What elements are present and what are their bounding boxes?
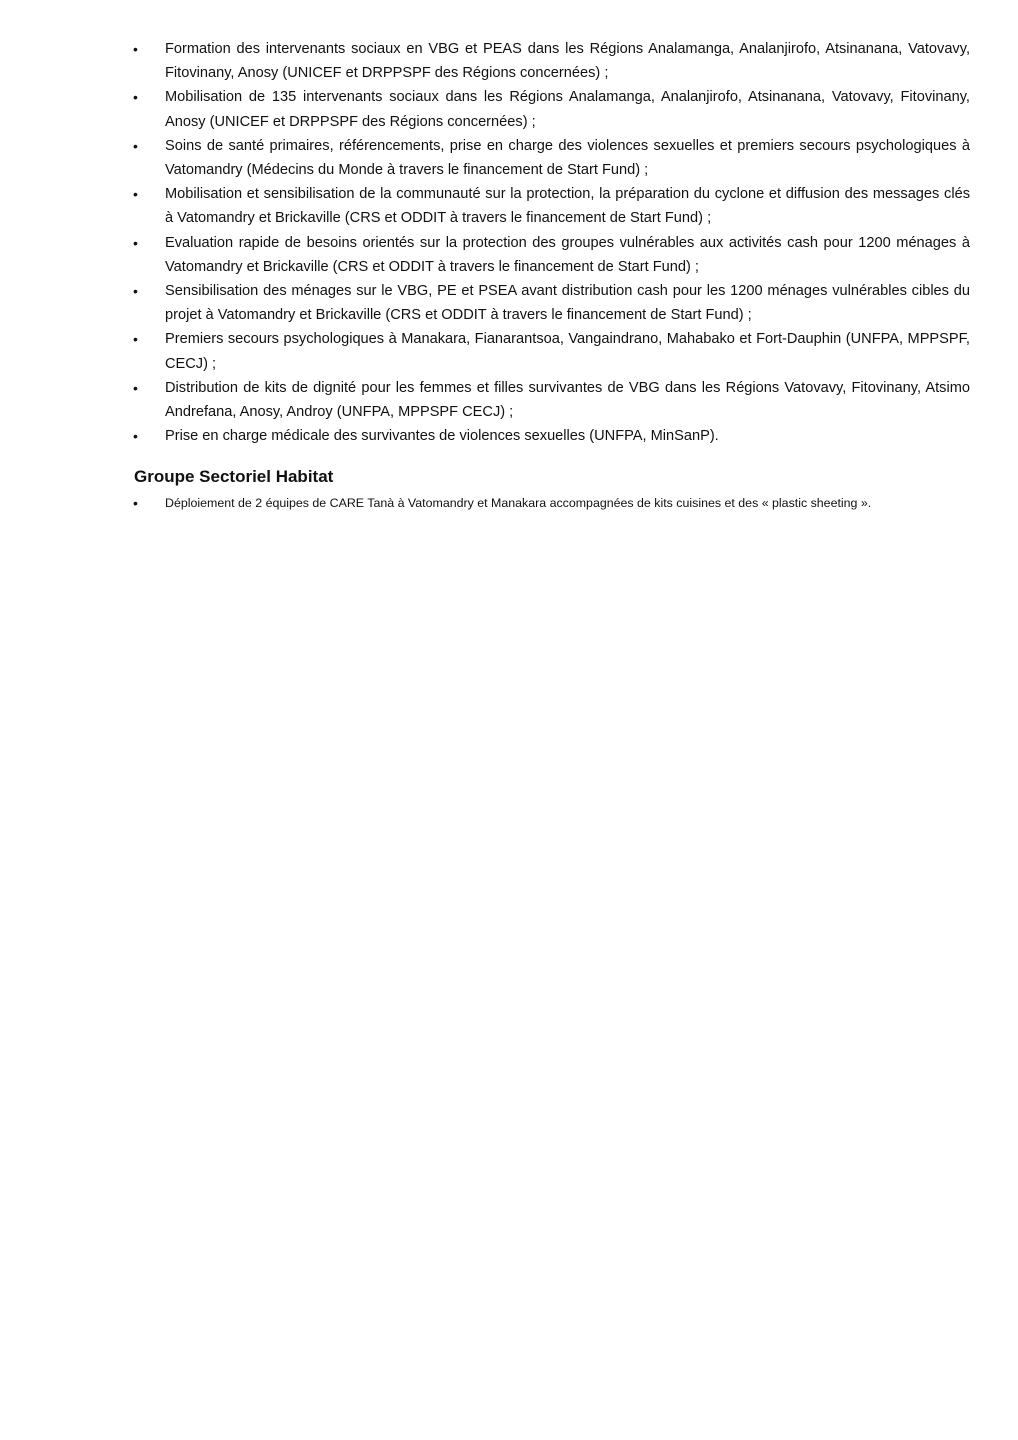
protection-activities-list	[0, 37, 970, 448]
bullet-icon: •	[133, 186, 138, 203]
habitat-activities-list	[0, 492, 970, 514]
list-item-text: Premiers secours psychologiques à Manakara, Fianarantsoa, Vangaindrano, Mahabako et Fort-Dauphin (UNFPA, MPPSPF, CECJ) ;	[165, 331, 970, 372]
list-item-text: Formation des intervenants sociaux en VBG et PEAS dans les Régions Analamanga, Analanjirofo, Atsinanana, Vatovavy, Fitovinany, Anosy (UNICEF et DRPPSPF des Régions concernées) ;	[165, 41, 970, 82]
list-item-text: Distribution de kits de dignité pour les femmes et filles survivantes de VBG dans les Régions Vatovavy, Fitovinany, Atsimo Andrefana, Anosy, Androy (UNFPA, MPPSPF CECJ) ;	[165, 379, 970, 421]
bullet-icon: •	[133, 89, 138, 106]
list-item-text: Prise en charge médicale des survivantes de violences sexuelles (UNFPA, MinSanP).	[165, 428, 719, 445]
list-item	[0, 231, 970, 279]
list-item-text: Soins de santé primaires, référencements, prise en charge des violences sexuelles et premiers secours psychologiques à Vatomandry (Médecins du Monde à travers le financement de Start Fund) ;	[165, 137, 970, 179]
list-item	[0, 134, 970, 182]
list-item	[0, 376, 970, 424]
bullet-icon: •	[133, 428, 138, 445]
bullet-icon: •	[133, 137, 138, 154]
list-item	[0, 279, 970, 327]
list-item	[0, 327, 970, 375]
list-item	[0, 37, 970, 85]
list-item-text: Sensibilisation des ménages sur le VBG, PE et PSEA avant distribution cash pour les 1200 ménages vulnérables cibles du projet à Vatomandry et Brickaville (CRS et ODDIT à travers le financement de Start Fund) ;	[165, 283, 970, 324]
bullet-icon: •	[133, 331, 138, 348]
list-item-text: Evaluation rapide de besoins orientés sur la protection des groupes vulnérables aux activités cash pour 1200 ménages à Vatomandry et Brickaville (CRS et ODDIT à travers le financement de Start Fund) ;	[165, 234, 970, 275]
bullet-icon: •	[133, 495, 138, 511]
list-item	[0, 492, 970, 514]
bullet-icon: •	[133, 41, 138, 57]
list-item-text: Mobilisation et sensibilisation de la communauté sur la protection, la préparation du cyclone et diffusion des messages clés à Vatomandry et Brickaville (CRS et ODDIT à travers le financement de Start Fund) ;	[165, 186, 970, 227]
bullet-icon: •	[133, 379, 138, 396]
list-item-text: Mobilisation de 135 intervenants sociaux dans les Régions Analamanga, Analanjirofo, Atsinanana, Vatovavy, Fitovinany, Anosy (UNICEF et DRPPSPF des Régions concernées) ;	[165, 89, 970, 130]
list-item	[0, 424, 970, 448]
list-item-text: Déploiement de 2 équipes de CARE Tanà à Vatomandry et Manakara accompagnées de kits cuisines et des « plastic sheeting ».	[165, 496, 872, 510]
bullet-icon: •	[133, 283, 138, 300]
section-heading-habitat: Groupe Sectoriel Habitat	[134, 467, 334, 486]
list-item	[0, 85, 970, 133]
list-item	[0, 182, 970, 230]
bullet-icon: •	[133, 234, 138, 251]
